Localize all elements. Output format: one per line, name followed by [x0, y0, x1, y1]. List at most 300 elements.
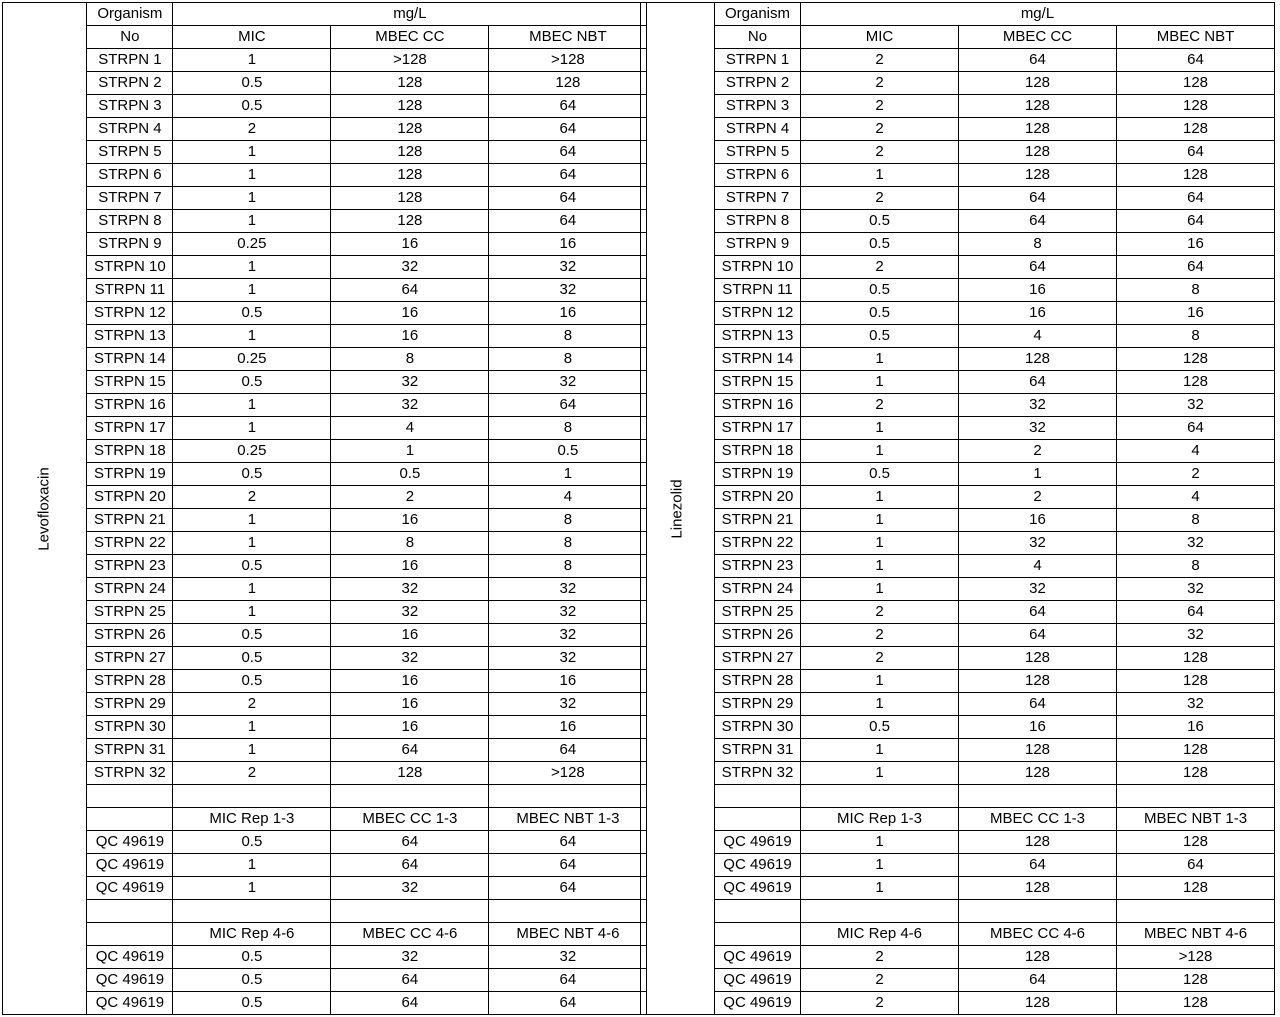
organism-cell: STRPN 27: [715, 647, 801, 670]
mbec-nbt-cell: 32: [1117, 394, 1275, 417]
mbec-cc-cell: 128: [959, 762, 1117, 785]
mbec-cc-cell: 16: [331, 509, 489, 532]
table-row: [3, 440, 647, 463]
mbec-nbt-cell: 8: [489, 555, 647, 578]
mbec-cc-cell: 32: [959, 532, 1117, 555]
mbec-cc-cell: 16: [959, 716, 1117, 739]
mbec-nbt-cell: 32: [489, 647, 647, 670]
mic-cell: 1: [801, 486, 959, 509]
organism-cell: STRPN 25: [87, 601, 173, 624]
table-row: [641, 716, 1275, 739]
table-row: [3, 187, 647, 210]
organism-cell: STRPN 26: [715, 624, 801, 647]
mbec-cc-cell: 128: [331, 72, 489, 95]
mbec-cc-cell: 4: [959, 325, 1117, 348]
mbec-nbt-cell: 32: [1117, 532, 1275, 555]
mic-cell: 0.5: [173, 371, 331, 394]
table-row: [3, 739, 647, 762]
organism-cell: STRPN 18: [87, 440, 173, 463]
mbec-nbt-cell: 8: [489, 348, 647, 371]
qc-mbec-nbt-header: MBEC NBT 4-6: [489, 923, 647, 946]
mbec-nbt-cell: 64: [1117, 141, 1275, 164]
table-row: [641, 118, 1275, 141]
mbec-nbt-cell: 64: [489, 969, 647, 992]
mbec-nbt-cell: 64: [489, 877, 647, 900]
header-row-1: [641, 3, 1275, 26]
table-row: [3, 141, 647, 164]
table-row: [3, 417, 647, 440]
table-row: [641, 187, 1275, 210]
mic-cell: 2: [801, 256, 959, 279]
mbec-cc-cell: 128: [331, 95, 489, 118]
qc-mbec-cc-header: MBEC CC 1-3: [331, 808, 489, 831]
drug-name: Linezolid: [668, 478, 686, 539]
mic-cell: 0.5: [173, 555, 331, 578]
mbec-cc-cell: 64: [959, 693, 1117, 716]
mic-cell: 2: [801, 187, 959, 210]
mbec-nbt-cell: 64: [489, 187, 647, 210]
mic-cell: 0.5: [801, 210, 959, 233]
table-row: [641, 440, 1275, 463]
mbec-cc-cell: 16: [331, 670, 489, 693]
organism-cell: STRPN 29: [87, 693, 173, 716]
mbec-cc-cell: 8: [959, 233, 1117, 256]
organism-cell: STRPN 29: [715, 693, 801, 716]
mbec-cc-cell: 32: [331, 647, 489, 670]
organism-cell: STRPN 4: [715, 118, 801, 141]
mbec-cc-cell: 32: [959, 394, 1117, 417]
mic-cell: 1: [173, 256, 331, 279]
mbec-cc-cell: 16: [331, 555, 489, 578]
mbec-cc-cell: 64: [959, 969, 1117, 992]
table-row: [641, 555, 1275, 578]
mbec-nbt-cell: 32: [1117, 624, 1275, 647]
organism-cell: STRPN 5: [715, 141, 801, 164]
mbec-cc-cell: 16: [331, 325, 489, 348]
mbec-cc-cell: 32: [331, 256, 489, 279]
organism-cell: STRPN 14: [715, 348, 801, 371]
table-row: [641, 141, 1275, 164]
mbec-nbt-cell: 8: [489, 325, 647, 348]
table-row: [3, 647, 647, 670]
organism-cell: STRPN 4: [87, 118, 173, 141]
mic-cell: 0.5: [173, 624, 331, 647]
mic-cell: 1: [173, 509, 331, 532]
mbec-cc-cell: 1: [331, 440, 489, 463]
mbec-nbt-cell: 16: [489, 302, 647, 325]
mbec-nbt-cell: 8: [1117, 325, 1275, 348]
organism-cell: STRPN 2: [715, 72, 801, 95]
mic-cell: 2: [173, 693, 331, 716]
mic-cell: 1: [173, 279, 331, 302]
mbec-cc-cell: 32: [331, 946, 489, 969]
mic-cell: 1: [173, 210, 331, 233]
mic-cell: 2: [801, 946, 959, 969]
organism-cell: QC 49619: [715, 992, 801, 1015]
mic-cell: 0.5: [173, 647, 331, 670]
mbec-nbt-cell: 128: [1117, 647, 1275, 670]
organism-no-header: No: [87, 26, 173, 49]
organism-cell: STRPN 13: [715, 325, 801, 348]
table-row: [641, 348, 1275, 371]
organism-cell: STRPN 3: [715, 95, 801, 118]
mbec-cc-cell: 128: [959, 946, 1117, 969]
mbec-nbt-cell: 8: [1117, 279, 1275, 302]
blank-cell: [959, 785, 1117, 808]
mbec-cc-cell: 32: [959, 417, 1117, 440]
organism-cell: STRPN 25: [715, 601, 801, 624]
mbec-nbt-cell: 64: [1117, 49, 1275, 72]
mbec-cc-cell: 128: [959, 118, 1117, 141]
mic-cell: 1: [173, 854, 331, 877]
mic-cell: 1: [801, 440, 959, 463]
mbec-nbt-header: MBEC NBT: [489, 26, 647, 49]
organism-cell: STRPN 24: [715, 578, 801, 601]
organism-cell: STRPN 20: [715, 486, 801, 509]
mbec-nbt-cell: 8: [1117, 555, 1275, 578]
mbec-cc-cell: 16: [331, 716, 489, 739]
organism-cell: STRPN 8: [87, 210, 173, 233]
table-row: [3, 302, 647, 325]
mbec-nbt-cell: 64: [1117, 601, 1275, 624]
mbec-nbt-cell: 128: [489, 72, 647, 95]
table-row: [641, 325, 1275, 348]
table-row: [3, 670, 647, 693]
mbec-nbt-cell: 128: [1117, 164, 1275, 187]
table-row: [641, 302, 1275, 325]
qc-header-row: [641, 923, 1275, 946]
mbec-nbt-cell: 128: [1117, 969, 1275, 992]
mbec-nbt-cell: 8: [489, 509, 647, 532]
mbec-nbt-cell: 64: [489, 95, 647, 118]
table-row: [3, 624, 647, 647]
mbec-nbt-cell: 64: [489, 164, 647, 187]
qc-header-blank: [87, 923, 173, 946]
table-row: [641, 762, 1275, 785]
blank-row: [3, 900, 647, 923]
mic-cell: 0.5: [173, 969, 331, 992]
mbec-cc-cell: 16: [959, 509, 1117, 532]
mbec-nbt-cell: 32: [489, 624, 647, 647]
blank-cell: [1117, 900, 1275, 923]
table-row: [3, 532, 647, 555]
organism-cell: STRPN 18: [715, 440, 801, 463]
table-row: [3, 233, 647, 256]
mbec-nbt-cell: 16: [1117, 716, 1275, 739]
organism-cell: STRPN 21: [87, 509, 173, 532]
table-row: [3, 394, 647, 417]
mbec-cc-cell: 2: [959, 486, 1117, 509]
unit-header: mg/L: [801, 3, 1275, 26]
mic-cell: 1: [801, 762, 959, 785]
table-row: [641, 49, 1275, 72]
blank-cell: [715, 900, 801, 923]
mic-cell: 1: [801, 578, 959, 601]
mic-cell: 0.5: [801, 302, 959, 325]
table-row: [641, 831, 1275, 854]
table-row: [3, 49, 647, 72]
mbec-nbt-cell: 128: [1117, 877, 1275, 900]
mbec-cc-cell: 128: [331, 141, 489, 164]
mic-cell: 1: [801, 164, 959, 187]
table-row: [3, 969, 647, 992]
blank-row: [3, 785, 647, 808]
table-row: [641, 992, 1275, 1015]
mbec-nbt-cell: 128: [1117, 762, 1275, 785]
mic-cell: 1: [173, 578, 331, 601]
table-row: [641, 164, 1275, 187]
mbec-nbt-cell: 32: [1117, 578, 1275, 601]
mbec-cc-cell: 128: [959, 348, 1117, 371]
qc-mbec-cc-header: MBEC CC 4-6: [959, 923, 1117, 946]
blank-cell: [489, 785, 647, 808]
mbec-nbt-cell: 128: [1117, 95, 1275, 118]
table-row: [641, 532, 1275, 555]
mbec-nbt-cell: 64: [1117, 210, 1275, 233]
mbec-nbt-cell: 16: [1117, 233, 1275, 256]
mic-cell: 0.5: [173, 831, 331, 854]
organism-cell: STRPN 5: [87, 141, 173, 164]
organism-cell: STRPN 28: [715, 670, 801, 693]
mbec-nbt-cell: >128: [489, 762, 647, 785]
mbec-nbt-cell: 32: [489, 256, 647, 279]
mbec-cc-cell: 1: [959, 463, 1117, 486]
mbec-nbt-cell: 0.5: [489, 440, 647, 463]
table-row: [641, 647, 1275, 670]
organism-cell: QC 49619: [87, 946, 173, 969]
header-row-2: [641, 26, 1275, 49]
mbec-nbt-cell: 64: [489, 831, 647, 854]
mic-cell: 1: [801, 831, 959, 854]
mic-cell: 0.5: [173, 992, 331, 1015]
organism-cell: QC 49619: [715, 946, 801, 969]
table-row: [641, 256, 1275, 279]
drug-name: Levofloxacin: [35, 466, 53, 551]
table-row: [641, 946, 1275, 969]
qc-mbec-nbt-header: MBEC NBT 4-6: [1117, 923, 1275, 946]
mic-cell: 1: [801, 739, 959, 762]
blank-cell: [489, 900, 647, 923]
header-row-2: [3, 26, 647, 49]
mbec-nbt-cell: 64: [489, 210, 647, 233]
mbec-nbt-cell: 32: [1117, 693, 1275, 716]
mbec-cc-cell: 2: [331, 486, 489, 509]
table-row: [3, 279, 647, 302]
mbec-nbt-cell: 128: [1117, 348, 1275, 371]
mbec-cc-cell: 128: [959, 141, 1117, 164]
mbec-nbt-cell: 32: [489, 693, 647, 716]
mbec-nbt-cell: 8: [489, 532, 647, 555]
mic-cell: 2: [801, 969, 959, 992]
mbec-nbt-cell: 16: [1117, 302, 1275, 325]
mic-cell: 0.5: [801, 233, 959, 256]
mbec-nbt-cell: 128: [1117, 118, 1275, 141]
mbec-cc-cell: 32: [959, 578, 1117, 601]
mic-cell: 0.5: [801, 463, 959, 486]
mic-cell: 2: [801, 992, 959, 1015]
mbec-cc-cell: 128: [331, 118, 489, 141]
mbec-nbt-cell: 128: [1117, 739, 1275, 762]
mic-cell: 0.5: [173, 72, 331, 95]
organism-cell: STRPN 7: [87, 187, 173, 210]
table-row: [3, 210, 647, 233]
organism-cell: STRPN 23: [715, 555, 801, 578]
mbec-nbt-cell: 64: [489, 739, 647, 762]
mic-cell: 1: [801, 555, 959, 578]
table-row: [641, 509, 1275, 532]
mbec-cc-cell: 64: [959, 624, 1117, 647]
mbec-nbt-cell: 32: [489, 371, 647, 394]
table-row: [641, 394, 1275, 417]
table-row: [3, 555, 647, 578]
mic-cell: 1: [173, 716, 331, 739]
mic-cell: 2: [801, 95, 959, 118]
mbec-cc-cell: 128: [959, 831, 1117, 854]
mbec-nbt-cell: >128: [1117, 946, 1275, 969]
mbec-cc-cell: 32: [331, 578, 489, 601]
mbec-cc-cell: 128: [959, 164, 1117, 187]
organism-cell: STRPN 24: [87, 578, 173, 601]
organism-cell: STRPN 10: [87, 256, 173, 279]
mbec-nbt-cell: 64: [489, 118, 647, 141]
mic-cell: 1: [173, 739, 331, 762]
mbec-cc-cell: 32: [331, 394, 489, 417]
organism-cell: STRPN 9: [715, 233, 801, 256]
mic-cell: 0.5: [173, 670, 331, 693]
qc-mic-header: MIC Rep 4-6: [173, 923, 331, 946]
mic-header: MIC: [801, 26, 959, 49]
organism-cell: STRPN 16: [715, 394, 801, 417]
mbec-nbt-cell: 64: [1117, 854, 1275, 877]
table-row: [3, 693, 647, 716]
table-row: [641, 693, 1275, 716]
organism-cell: STRPN 6: [87, 164, 173, 187]
organism-cell: STRPN 3: [87, 95, 173, 118]
mic-cell: 1: [173, 394, 331, 417]
mbec-cc-cell: 128: [959, 95, 1117, 118]
table-row: [3, 601, 647, 624]
mic-cell: 1: [173, 417, 331, 440]
organism-cell: STRPN 27: [87, 647, 173, 670]
mic-header: MIC: [173, 26, 331, 49]
blank-cell: [173, 900, 331, 923]
mbec-cc-cell: 128: [331, 762, 489, 785]
table-row: [3, 946, 647, 969]
table-row: [3, 95, 647, 118]
mbec-cc-cell: 16: [331, 693, 489, 716]
blank-cell: [801, 785, 959, 808]
table-row: [641, 95, 1275, 118]
mic-cell: 1: [173, 141, 331, 164]
mbec-cc-cell: 64: [331, 279, 489, 302]
mic-cell: 2: [801, 601, 959, 624]
mic-cell: 1: [801, 509, 959, 532]
levofloxacin-panel: [2, 2, 647, 1015]
organism-no-header: No: [715, 26, 801, 49]
mbec-cc-cell: 32: [331, 371, 489, 394]
table-row: [641, 624, 1275, 647]
mbec-cc-cell: 64: [331, 854, 489, 877]
header-row-1: [3, 3, 647, 26]
table-row: [641, 739, 1275, 762]
mic-cell: 1: [801, 348, 959, 371]
drug-label-cell: [641, 3, 715, 1015]
organism-cell: STRPN 22: [87, 532, 173, 555]
table-row: [3, 854, 647, 877]
mbec-nbt-cell: 1: [489, 463, 647, 486]
organism-cell: STRPN 17: [715, 417, 801, 440]
organism-cell: STRPN 19: [87, 463, 173, 486]
mbec-nbt-cell: 64: [1117, 187, 1275, 210]
organism-cell: STRPN 7: [715, 187, 801, 210]
mbec-cc-cell: 128: [959, 877, 1117, 900]
organism-cell: STRPN 13: [87, 325, 173, 348]
qc-mic-header: MIC Rep 1-3: [801, 808, 959, 831]
qc-mic-header: MIC Rep 1-3: [173, 808, 331, 831]
mic-cell: 2: [173, 118, 331, 141]
mbec-cc-cell: 128: [331, 164, 489, 187]
organism-cell: STRPN 20: [87, 486, 173, 509]
table-row: [3, 72, 647, 95]
mic-cell: 0.5: [173, 463, 331, 486]
mbec-cc-cell: 128: [331, 210, 489, 233]
mic-cell: 0.5: [801, 279, 959, 302]
mic-cell: 1: [173, 49, 331, 72]
blank-cell: [715, 785, 801, 808]
table-row: [641, 463, 1275, 486]
mbec-cc-cell: 16: [331, 624, 489, 647]
mbec-nbt-cell: 64: [1117, 417, 1275, 440]
mic-cell: 2: [801, 141, 959, 164]
qc-mbec-cc-header: MBEC CC 1-3: [959, 808, 1117, 831]
mbec-cc-cell: 128: [959, 670, 1117, 693]
mbec-cc-cell: 64: [959, 187, 1117, 210]
qc-header-row: [641, 808, 1275, 831]
mbec-cc-header: MBEC CC: [959, 26, 1117, 49]
mic-cell: 2: [801, 624, 959, 647]
unit-header: mg/L: [173, 3, 647, 26]
table-row: [3, 509, 647, 532]
table-row: [3, 578, 647, 601]
mbec-cc-cell: 64: [959, 854, 1117, 877]
organism-cell: STRPN 15: [715, 371, 801, 394]
qc-mbec-cc-header: MBEC CC 4-6: [331, 923, 489, 946]
mic-cell: 0.25: [173, 440, 331, 463]
mic-cell: 2: [173, 762, 331, 785]
table-row: [641, 210, 1275, 233]
mic-cell: 1: [173, 601, 331, 624]
organism-cell: STRPN 17: [87, 417, 173, 440]
table-row: [3, 118, 647, 141]
blank-cell: [173, 785, 331, 808]
mbec-cc-cell: 64: [959, 601, 1117, 624]
organism-cell: STRPN 19: [715, 463, 801, 486]
mbec-cc-cell: 0.5: [331, 463, 489, 486]
organism-cell: QC 49619: [87, 831, 173, 854]
mic-cell: 2: [801, 118, 959, 141]
mbec-cc-cell: 64: [959, 371, 1117, 394]
mbec-cc-cell: 128: [959, 72, 1117, 95]
mic-cell: 2: [801, 72, 959, 95]
mic-cell: 1: [801, 670, 959, 693]
mbec-nbt-cell: 64: [489, 141, 647, 164]
table-row: [641, 486, 1275, 509]
table-row: [3, 762, 647, 785]
organism-cell: STRPN 1: [87, 49, 173, 72]
mic-cell: 1: [801, 532, 959, 555]
table-row: [641, 969, 1275, 992]
mic-cell: 1: [173, 325, 331, 348]
